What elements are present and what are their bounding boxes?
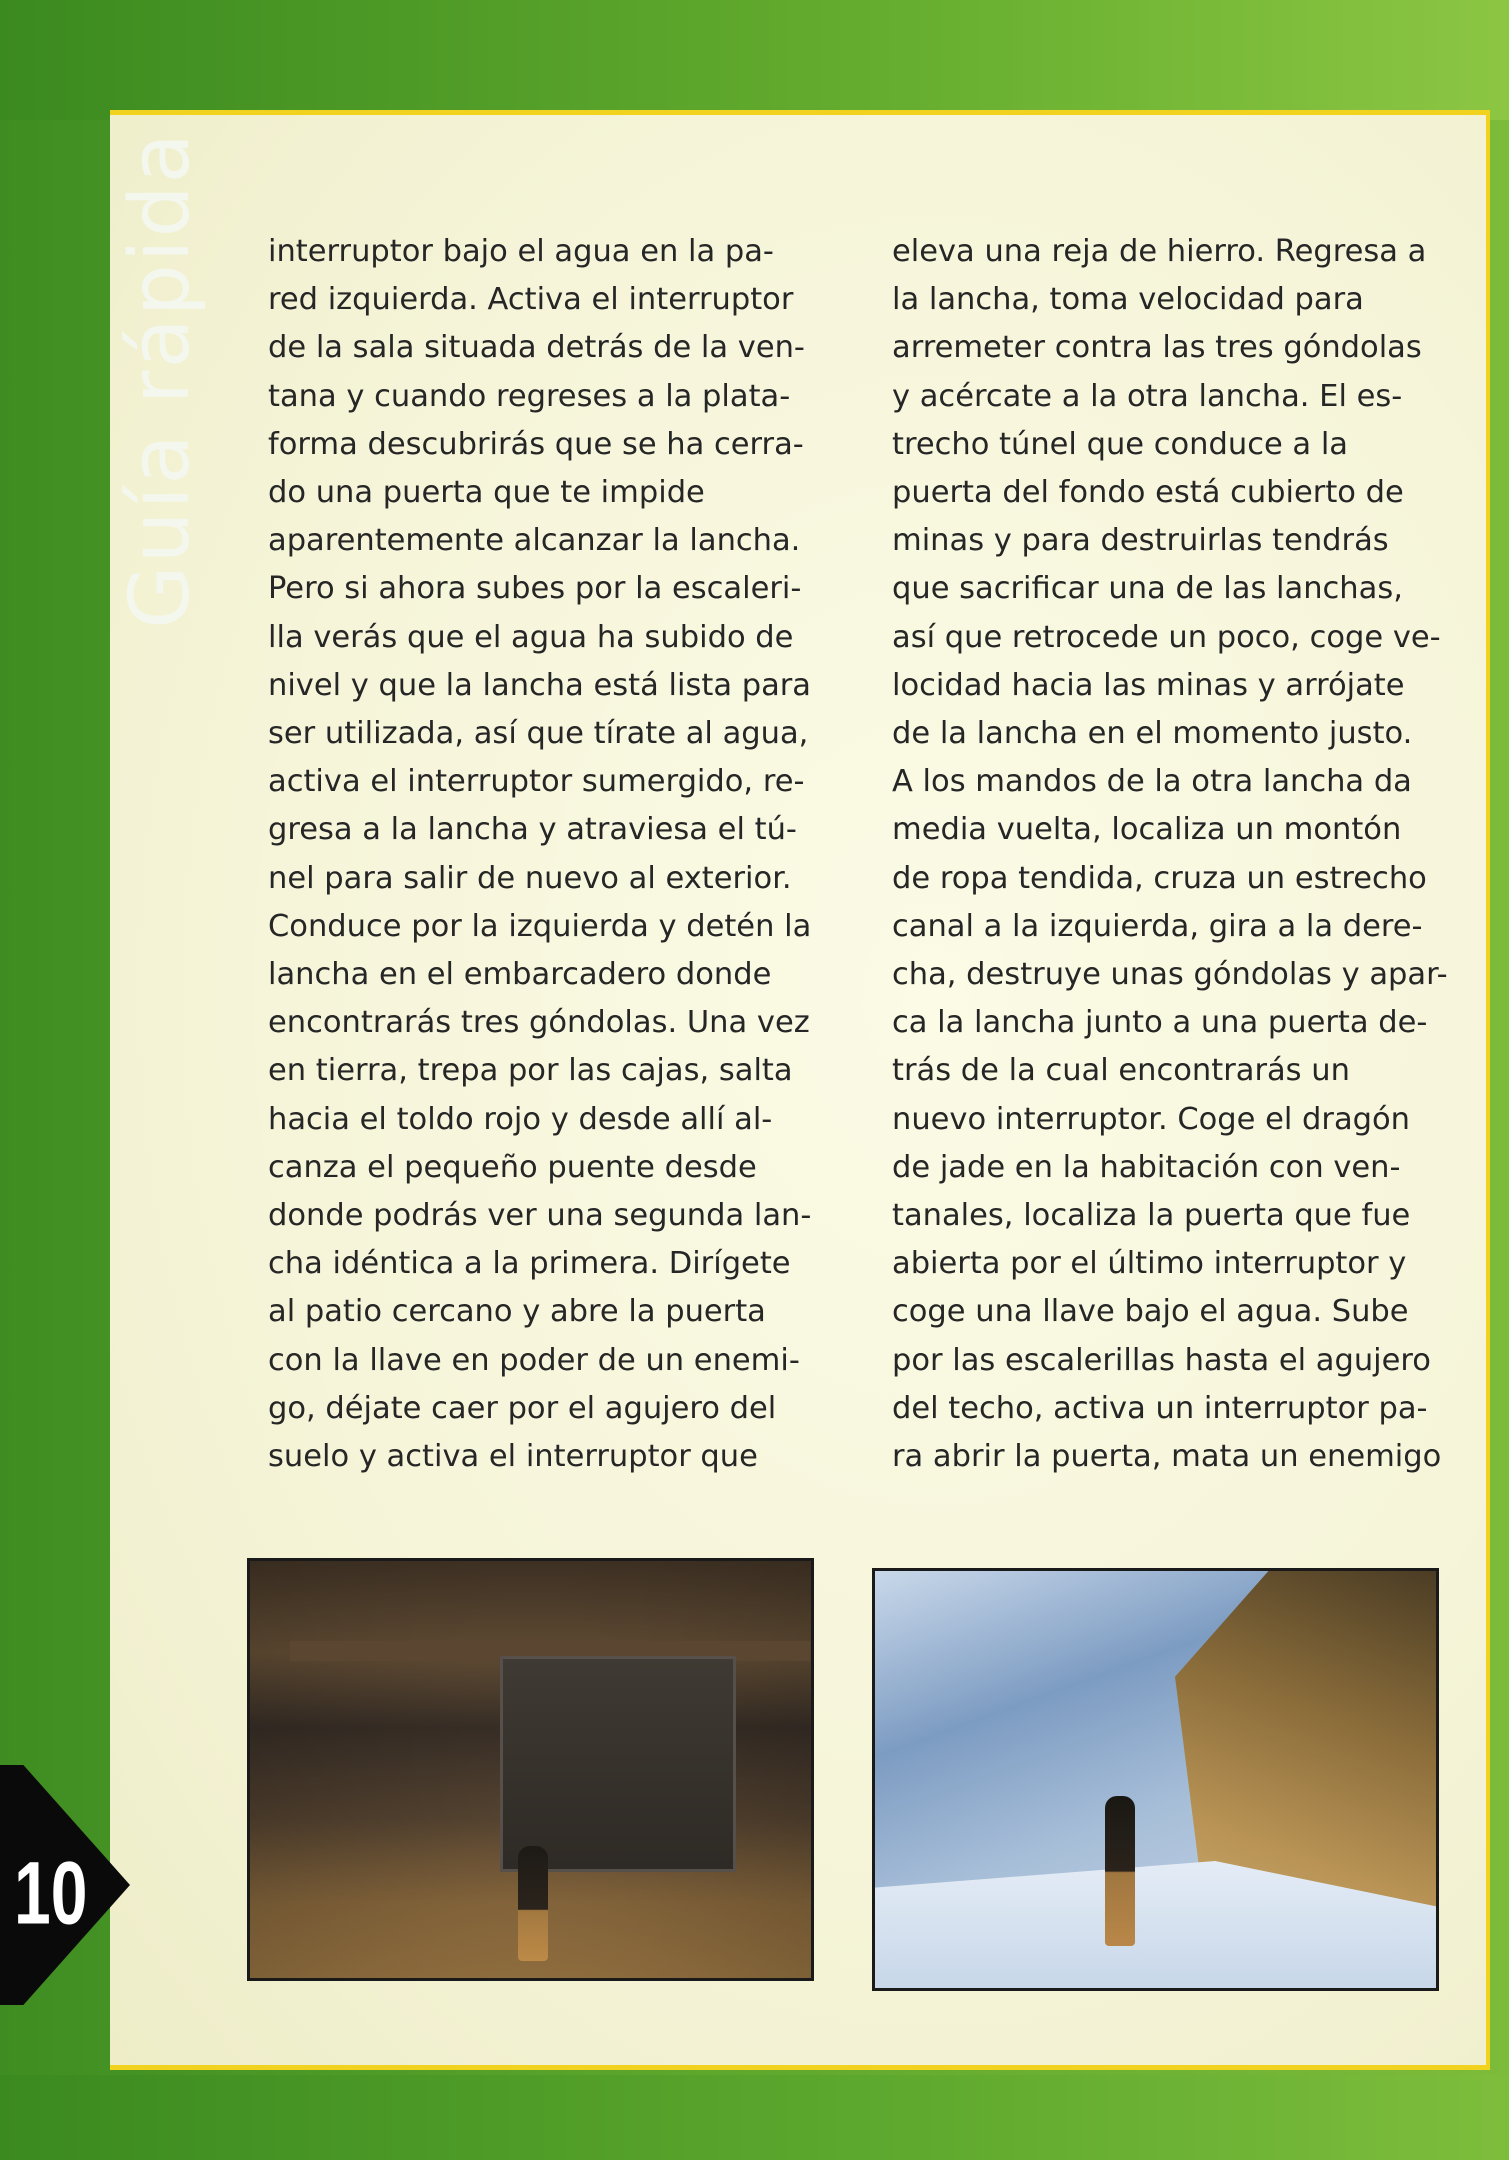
text-column-left	[268, 228, 828, 1481]
green-frame-bottom	[0, 2075, 1509, 2160]
text-line: trecho túnel que conduce a la	[892, 426, 1348, 462]
text-line: la lancha, toma velocidad para	[892, 282, 1364, 318]
text-line: tanales, localiza la puerta que fue	[892, 1198, 1411, 1234]
text-line: trás de la cual encontrarás un	[892, 1053, 1350, 1089]
text-line: ra abrir la puerta, mata un enemigo	[892, 1439, 1442, 1475]
text-line: go, déjate caer por el agujero del	[268, 1390, 777, 1426]
temple-door-panel	[500, 1656, 736, 1872]
text-line: canal a la izquierda, gira a la dere-	[892, 908, 1423, 944]
screenshot-ice-cave	[872, 1568, 1439, 1991]
text-line: aparentemente alcanzar la lancha.	[268, 523, 801, 559]
text-line: encontrarás tres góndolas. Una vez	[268, 1005, 810, 1041]
text-line: al patio cercano y abre la puerta	[268, 1294, 766, 1330]
text-line: coge una llave bajo el agua. Sube	[892, 1294, 1409, 1330]
section-title: Guía rápida	[113, 131, 208, 629]
text-line: por las escalerillas hasta el agujero	[892, 1342, 1431, 1378]
text-line: de la lancha en el momento justo.	[892, 716, 1413, 752]
screenshot-temple-doors	[247, 1558, 814, 1981]
text-line: cha idéntica a la primera. Dirígete	[268, 1246, 791, 1282]
text-line: lancha en el embarcadero donde	[268, 957, 772, 993]
text-line: y acércate a la otra lancha. El es-	[892, 378, 1403, 414]
text-line: ca la lancha junto a una puerta de-	[892, 1005, 1428, 1041]
text-line: tana y cuando regreses a la plata-	[268, 378, 791, 414]
text-line: eleva una reja de hierro. Regresa a	[892, 234, 1427, 269]
text-line: nivel y que la lancha está lista para	[268, 667, 811, 703]
text-line: locidad hacia las minas y arrójate	[892, 667, 1405, 703]
green-frame-top	[0, 0, 1509, 120]
text-line: ser utilizada, así que tírate al agua,	[268, 716, 809, 752]
text-line: Conduce por la izquierda y detén la	[268, 908, 812, 944]
text-line: nel para salir de nuevo al exterior.	[268, 860, 792, 896]
text-line: media vuelta, localiza un montón	[892, 812, 1402, 848]
text-line: A los mandos de la otra lancha da	[892, 764, 1412, 800]
text-line: que sacrificar una de las lanchas,	[892, 571, 1403, 607]
text-line: suelo y activa el interruptor que	[268, 1439, 758, 1475]
text-line: abierta por el último interruptor y	[892, 1246, 1407, 1282]
text-line: de jade en la habitación con ven-	[892, 1149, 1401, 1185]
text-line: interruptor bajo el agua en la pa-	[268, 234, 774, 269]
text-line: gresa a la lancha y atraviesa el tú-	[268, 812, 797, 848]
text-line: cha, destruye unas góndolas y apar-	[892, 957, 1448, 993]
text-line: así que retrocede un poco, coge ve-	[892, 619, 1441, 655]
page-number: 10	[14, 1842, 88, 1943]
text-line: Pero si ahora subes por la escaleri-	[268, 571, 802, 607]
text-line: red izquierda. Activa el interruptor	[268, 282, 794, 318]
text-column-right	[892, 228, 1452, 1481]
text-line: donde podrás ver una segunda lan-	[268, 1198, 812, 1234]
text-line: de ropa tendida, cruza un estrecho	[892, 860, 1427, 896]
text-line: forma descubrirás que se ha cerra-	[268, 426, 804, 462]
text-line: arremeter contra las tres góndolas	[892, 330, 1422, 366]
text-line: puerta del fondo está cubierto de	[892, 475, 1404, 511]
lara-figure	[518, 1846, 548, 1961]
text-line: minas y para destruirlas tendrás	[892, 523, 1389, 559]
text-line: con la llave en poder de un enemi-	[268, 1342, 800, 1378]
text-line: de la sala situada detrás de la ven-	[268, 330, 805, 366]
text-line: hacia el toldo rojo y desde allí al-	[268, 1101, 773, 1137]
text-line: en tierra, trepa por las cajas, salta	[268, 1053, 793, 1089]
lara-figure	[1105, 1796, 1135, 1946]
text-line: activa el interruptor sumergido, re-	[268, 764, 805, 800]
text-line: do una puerta que te impide	[268, 475, 705, 511]
text-line: nuevo interruptor. Coge el dragón	[892, 1101, 1410, 1137]
text-line: del techo, activa un interruptor pa-	[892, 1390, 1428, 1426]
text-line: canza el pequeño puente desde	[268, 1149, 757, 1185]
text-line: lla verás que el agua ha subido de	[268, 619, 794, 655]
